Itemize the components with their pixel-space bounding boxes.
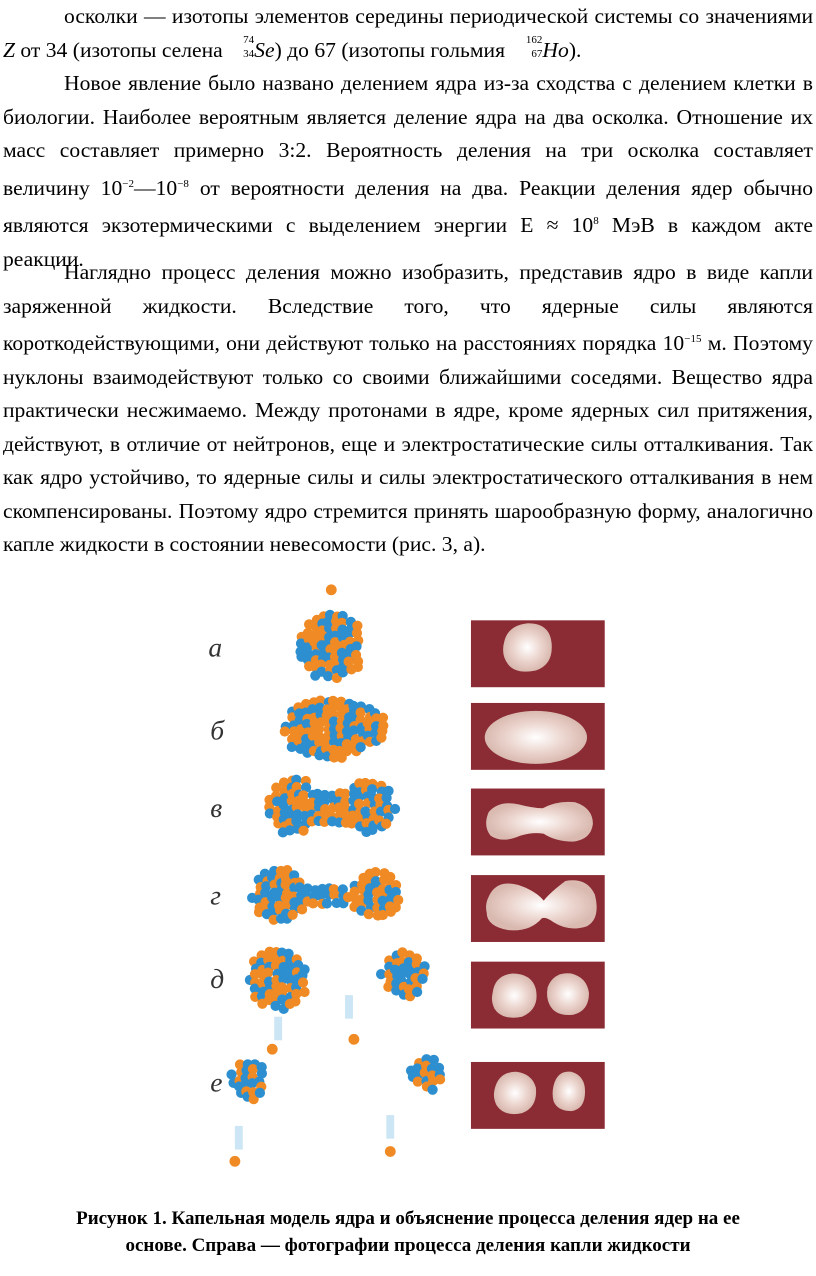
ho-mass: 162	[525, 33, 543, 46]
stage-label-e: е	[210, 1066, 223, 1098]
emitted-neutron	[267, 1044, 278, 1055]
p2-text-a: Новое явление было названо делением ядра из-за сходства с делением клетки в биологии. Наиболее вероятным является деление ядра на два осколка. Отношение их масс составляет примерно 3:2. Вероятность деления на три осколка составляет величину 10	[3, 71, 813, 200]
p1-text-d: ).	[568, 37, 582, 62]
photo-v	[471, 789, 605, 856]
incoming-neutron	[326, 584, 337, 595]
stage-label-d: д	[210, 963, 225, 995]
p1-text-a: осколки — изотопы элементов середины периодической системы со значениями	[64, 4, 813, 28]
nucleon-clusters	[226, 584, 445, 1166]
stage-label-b: б	[210, 714, 225, 746]
nucleon	[308, 898, 318, 908]
paragraph-2	[3, 67, 813, 276]
p2-text-c: от вероятности деления на два. Реакции деления ядер обычно являются экзотермическими с выделением энергии E ≈ 10	[3, 175, 813, 238]
nucleon	[427, 1085, 437, 1095]
nucleon	[376, 733, 386, 743]
photo-e	[471, 1062, 605, 1129]
caption-line-1: Рисунок 1. Капельная модель ядра и объяснение процесса деления ядер на ее	[76, 1208, 740, 1229]
nucleon	[390, 804, 400, 814]
stage-label-g: г	[210, 879, 222, 911]
holmium-isotope	[516, 33, 543, 63]
paragraph-3	[3, 256, 813, 562]
nucleon	[413, 1076, 423, 1086]
nucleon	[263, 967, 273, 977]
paragraph-1	[3, 0, 813, 67]
motion-streak	[386, 1115, 394, 1139]
emitted-neutron	[229, 1156, 240, 1167]
caption-line-2: основе. Справа — фотографии процесса деления капли жидкости	[125, 1235, 691, 1256]
p3-text-b: м. Поэтому нуклоны взаимодействуют только со своими ближайшими соседями. Вещество ядра практически несжимаемо. Между протонами в ядре, кроме ядерных сил притяжения, действуют, в отличие от нейтронов, еще и электростатические силы отталкивания. Так как ядро устойчиво, то ядерные силы и силы электростатического отталкивания в нем скомпенсированы. Поэтому ядро стремится принять шарообразную форму, аналогично капле жидкости в состоянии невесомости (рис. 3, а).	[3, 331, 813, 557]
nucleon	[367, 784, 377, 794]
photo-g	[471, 875, 605, 942]
nucleon	[298, 826, 308, 836]
motion-streak	[274, 1017, 282, 1041]
nucleon	[417, 974, 427, 984]
nucleon	[322, 898, 332, 908]
nucleon	[412, 987, 422, 997]
nucleon	[298, 977, 308, 987]
ho-symbol: Ho	[542, 37, 569, 62]
nucleon	[280, 880, 290, 890]
p2-exp-3: 8	[593, 215, 599, 228]
photo-d	[471, 962, 605, 1029]
nucleon	[288, 910, 298, 920]
nucleon	[353, 662, 363, 672]
se-charge: 34	[243, 47, 255, 60]
se-mass: 74	[243, 33, 255, 46]
se-symbol: Se	[254, 37, 275, 62]
p2-text-d: МэВ в каждом акте реакции.	[3, 213, 814, 271]
motion-streak	[345, 995, 353, 1019]
motion-streak	[235, 1126, 243, 1150]
p2-text-b: —10	[134, 175, 178, 200]
selenium-isotope	[234, 33, 255, 63]
nucleon	[323, 671, 333, 681]
nucleon	[290, 996, 300, 1006]
nucleon	[381, 819, 391, 829]
p1-text-c: ) до 67 (изотопы гольмия	[274, 37, 511, 62]
stage-label-v: в	[210, 792, 223, 824]
stage-label-a: а	[208, 631, 223, 663]
nucleon	[391, 902, 401, 912]
photo-a	[471, 620, 605, 687]
ho-charge: 67	[531, 47, 543, 60]
emitted-neutron	[348, 1034, 359, 1045]
nucleon	[280, 726, 290, 736]
nucleon	[367, 825, 377, 835]
nucleon	[435, 1074, 445, 1084]
photo-b	[471, 703, 605, 770]
emitted-neutron	[385, 1146, 396, 1157]
p2-exp-2: −8	[177, 177, 189, 190]
p1-text-b: от 34 (изотопы селена	[15, 37, 229, 62]
nucleon	[364, 909, 374, 919]
p3-exp-1: −15	[684, 333, 702, 345]
figure-caption	[20, 1205, 796, 1259]
fission-figure	[0, 580, 816, 1180]
nucleon	[299, 987, 309, 997]
nucleon	[255, 1088, 265, 1098]
p3-text-a: Наглядно процесс деления можно изобразить, представив ядро в виде капли заряженной жидкости. Вследствие того, что ядерные силы являются короткодействующими, они действуют только на расстояниях порядка 10	[3, 260, 813, 356]
nucleon	[370, 867, 380, 877]
nucleon	[356, 742, 366, 752]
p1-z-symbol: Z	[3, 37, 16, 62]
p2-exp-1: −2	[122, 177, 134, 190]
